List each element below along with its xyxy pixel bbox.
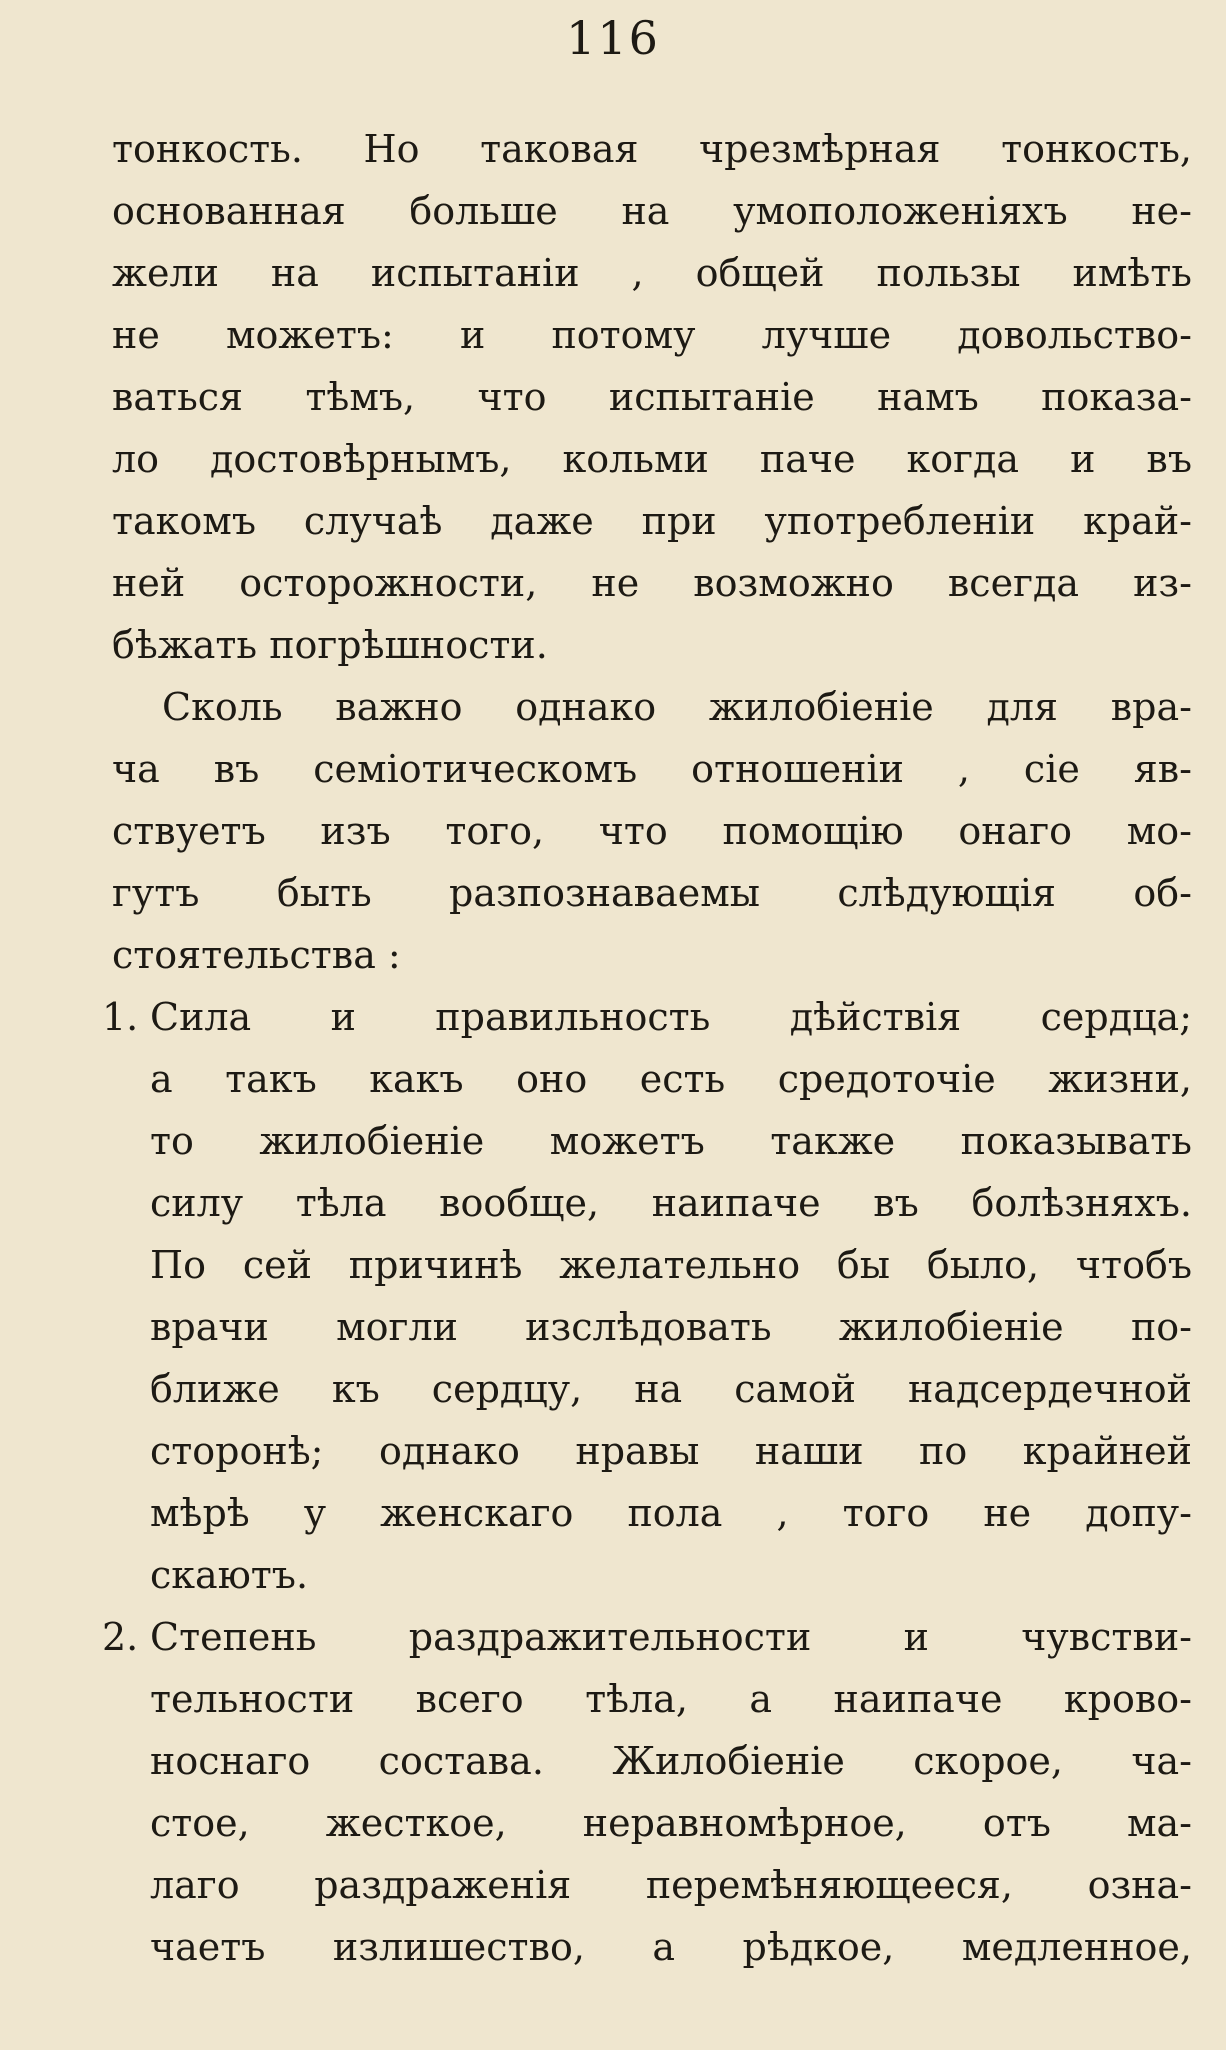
text-line: сторонѣ; однако нравы наши по крайней <box>150 1429 1192 1473</box>
text-line: мѣрѣ у женскаго пола , того не допу- <box>150 1491 1192 1535</box>
text-line: чаетъ излишество, а рѣдкое, медленное, <box>150 1925 1192 1969</box>
text-line: а такъ какъ оно есть средоточіе жизни, <box>150 1057 1192 1101</box>
list-item-number: 2. <box>102 1615 139 1659</box>
text-line: ло достовѣрнымъ, кольми паче когда и въ <box>112 437 1192 481</box>
text-line: ча въ семіотическомъ отношеніи , сіе яв- <box>112 747 1192 791</box>
text-line: Сколь важно однако жилобіеніе для вра- <box>162 685 1192 729</box>
text-line: врачи могли изслѣдовать жилобіеніе по- <box>150 1305 1192 1349</box>
text-line: такомъ случаѣ даже при употребленіи край- <box>112 499 1192 543</box>
text-line: ближе къ сердцу, на самой надсердечной <box>150 1367 1192 1411</box>
list-item-number: 1. <box>102 995 139 1039</box>
text-line: жели на испытаніи , общей пользы имѣть <box>112 251 1192 295</box>
text-line: то жилобіеніе можетъ также показывать <box>150 1119 1192 1163</box>
text-block <box>102 118 1192 1978</box>
text-line-last: стоятельства : <box>112 933 401 977</box>
list-item-first-line <box>102 986 1192 1048</box>
text-line: ствуетъ изъ того, что помощію онаго мо- <box>112 809 1192 853</box>
list-item-1 <box>102 986 1192 1606</box>
list-item-text: Степень раздражительности и чувстви- <box>150 1615 1192 1659</box>
text-line-last: бѣжать погрѣшности. <box>112 623 548 667</box>
text-line: не можетъ: и потому лучше довольство- <box>112 313 1192 357</box>
list-item-first-line <box>102 1606 1192 1668</box>
list-item-text: Сила и правильность дѣйствія сердца; <box>150 995 1192 1039</box>
text-line: носнаго состава. Жилобіеніе скорое, ча- <box>150 1739 1192 1783</box>
text-line: тонкость. Но таковая чрезмѣрная тонкость, <box>112 127 1192 171</box>
text-line: основанная больше на умоположеніяхъ не- <box>112 189 1192 233</box>
paragraph-continued <box>112 118 1192 676</box>
page-number: 116 <box>566 11 660 65</box>
paragraph-semiotic <box>112 676 1192 986</box>
text-line: ней осторожности, не возможно всегда из- <box>112 561 1192 605</box>
text-line: стое, жесткое, неравномѣрное, отъ ма- <box>150 1801 1192 1845</box>
list-item-2 <box>102 1606 1192 1978</box>
text-line: гутъ быть разпознаваемы слѣдующія об- <box>112 871 1192 915</box>
text-line: силу тѣла вообще, наипаче въ болѣзняхъ. <box>150 1181 1192 1225</box>
text-line: ваться тѣмъ, что испытаніе намъ показа- <box>112 375 1192 419</box>
text-line: лаго раздраженія перемѣняющееся, озна- <box>150 1863 1192 1907</box>
text-line: тельности всего тѣла, а наипаче крово- <box>150 1677 1192 1721</box>
text-line: По сей причинѣ желательно бы было, чтобъ <box>150 1243 1192 1287</box>
text-line-last: скаютъ. <box>150 1553 309 1597</box>
